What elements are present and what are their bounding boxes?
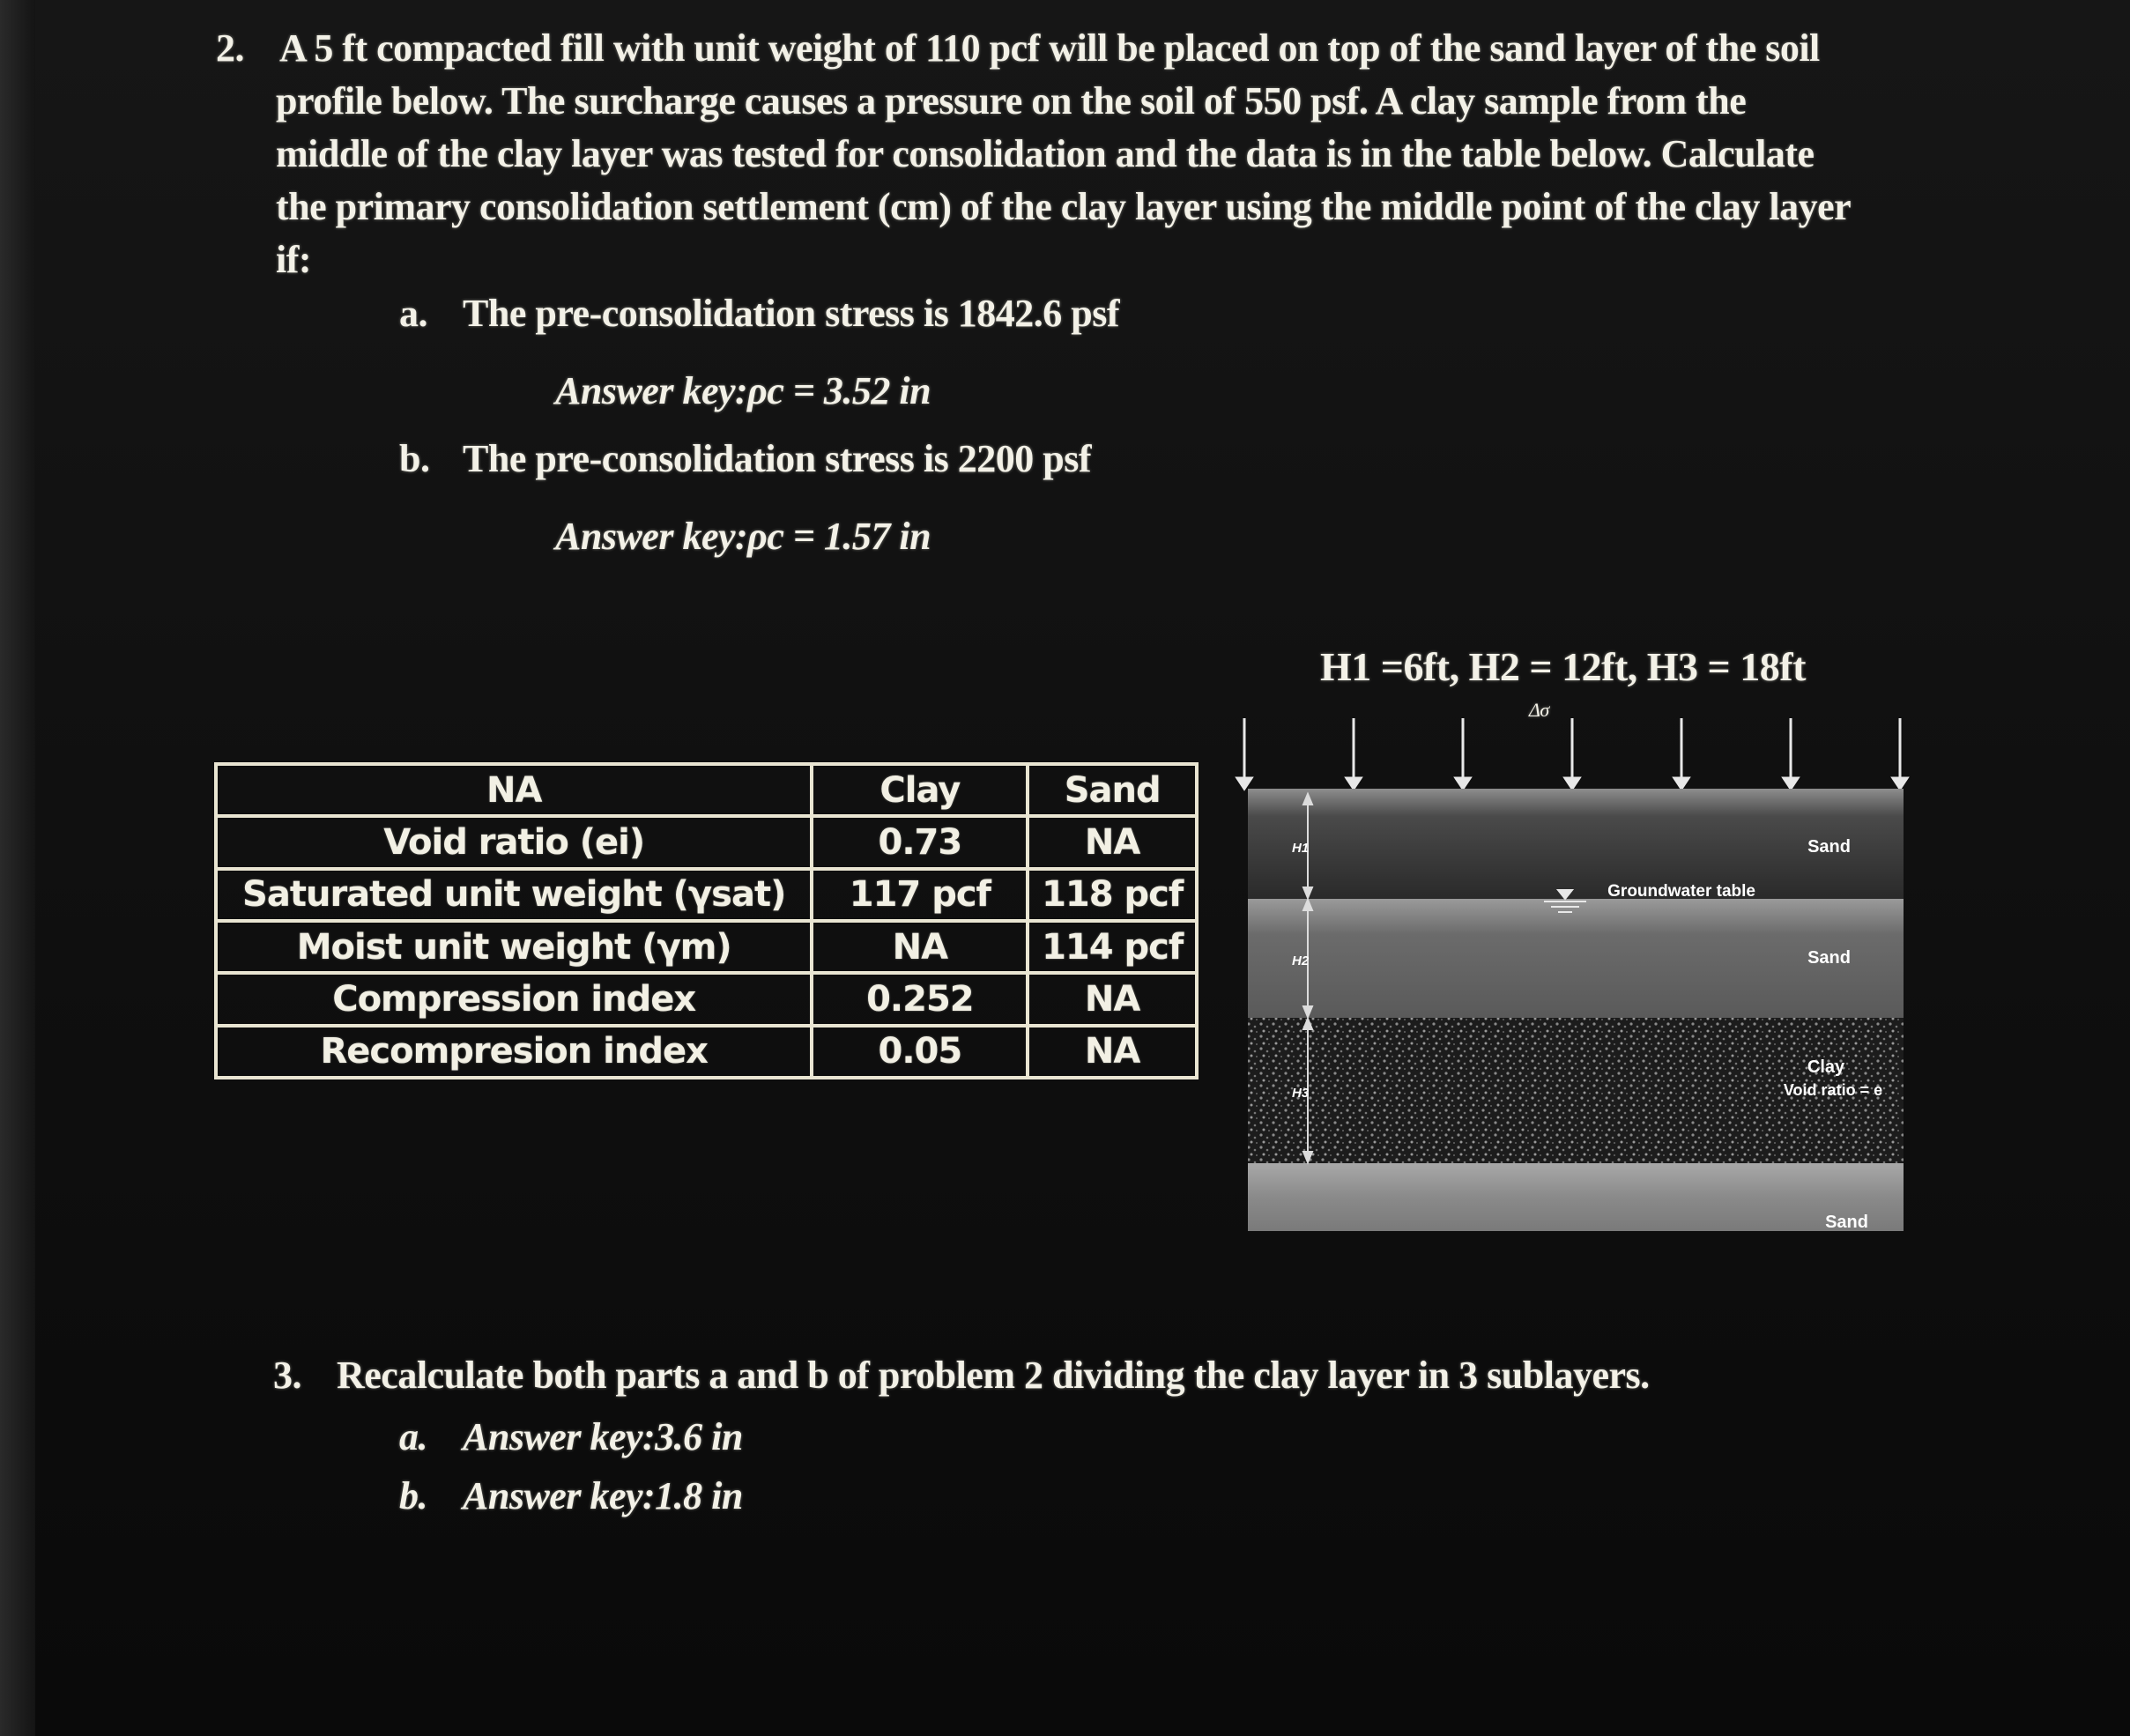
table-cell: NA: [1028, 816, 1197, 868]
groundwater-label: Groundwater table: [1607, 882, 1755, 901]
problem-3-answer-a: Answer key:3.6 in: [463, 1415, 743, 1458]
sand-layer-top: [1248, 789, 1904, 899]
sand-top-label: Sand: [1807, 837, 1851, 857]
table-cell: NA: [1028, 973, 1197, 1025]
table-cell: 117 pcf: [812, 869, 1028, 921]
table-cell: Moist unit weight (γm): [216, 921, 812, 973]
soil-properties-table: [214, 762, 1199, 1079]
problem-2-line-2: profile below. The surcharge causes a pressure on the soil of 550 psf. A clay sample from the: [276, 79, 1747, 122]
part-b-label: b.: [399, 437, 430, 480]
problem-2-line-4: the primary consolidation settlement (cm) of the clay layer using the middle point of the clay layer: [276, 185, 1852, 228]
problem-2-line-5: if:: [276, 238, 312, 281]
part-a-label: a.: [399, 292, 427, 335]
problem-2-statement: [216, 22, 1851, 286]
sand-bottom-label: Sand: [1825, 1213, 1868, 1232]
clay-label: Clay: [1807, 1057, 1845, 1077]
table-row: [216, 921, 1197, 973]
part-a-answer: Answer key:ρc = 3.52 in: [555, 369, 931, 412]
table-header-cell: NA: [216, 764, 812, 816]
table-cell: 0.73: [812, 816, 1028, 868]
problem-3-statement: [273, 1353, 1650, 1398]
h3-label: H3: [1292, 1086, 1310, 1101]
load-label: Δσ: [1529, 699, 1549, 721]
h1-label: H1: [1292, 841, 1310, 856]
h2-label: H2: [1292, 953, 1310, 968]
table-header-cell: Clay: [812, 764, 1028, 816]
table-cell: 0.252: [812, 973, 1028, 1025]
part-b-answer: Answer key:ρc = 1.57 in: [555, 515, 931, 558]
table-cell: 0.05: [812, 1026, 1028, 1078]
table-row: [216, 869, 1197, 921]
table-cell: Void ratio (ei): [216, 816, 812, 868]
table-cell: Compression index: [216, 973, 812, 1025]
surcharge-arrows: [1237, 718, 1907, 789]
part-b-text: The pre-consolidation stress is 2200 psf: [463, 437, 1092, 480]
table-row: [216, 1026, 1197, 1078]
problem-3-answer-b: Answer key:1.8 in: [463, 1474, 743, 1517]
table-header-cell: Sand: [1028, 764, 1197, 816]
table-cell: NA: [812, 921, 1028, 973]
table-cell: Recompresion index: [216, 1026, 812, 1078]
problem-2-line-1: 2. A 5 ft compacted fill with unit weight of 110 pcf will be placed on top of the sand layer of the soil: [216, 22, 1851, 75]
problem-3-answer-b-label: b.: [399, 1474, 427, 1517]
table-cell: Saturated unit weight (γsat): [216, 869, 812, 921]
problem-2-number: 2.: [216, 26, 244, 70]
table-row: [216, 973, 1197, 1025]
sand-middle-label: Sand: [1807, 948, 1851, 968]
table-header-row: [216, 764, 1197, 816]
problem-3-answer-a-label: a.: [399, 1415, 427, 1458]
void-ratio-label: Void ratio = e: [1783, 1081, 1883, 1099]
table-cell: NA: [1028, 1026, 1197, 1078]
problem-2-line-3: middle of the clay layer was tested for consolidation and the data is in the table below. Calculate: [276, 132, 1815, 175]
sand-layer-bottom: [1248, 1163, 1904, 1231]
soil-profile-diagram: [1234, 701, 1921, 1247]
table-cell: 114 pcf: [1028, 921, 1197, 973]
sand-layer-middle: [1248, 899, 1904, 1018]
diagram-title: H1 =6ft, H2 = 12ft, H3 = 18ft: [1320, 644, 1806, 689]
problem-3-text: Recalculate both parts a and b of problem 2 dividing the clay layer in 3 sublayers.: [337, 1354, 1650, 1397]
table-row: [216, 816, 1197, 868]
table-cell: 118 pcf: [1028, 869, 1197, 921]
problem-3-number: 3.: [273, 1354, 301, 1397]
part-a-text: The pre-consolidation stress is 1842.6 psf: [463, 292, 1120, 335]
